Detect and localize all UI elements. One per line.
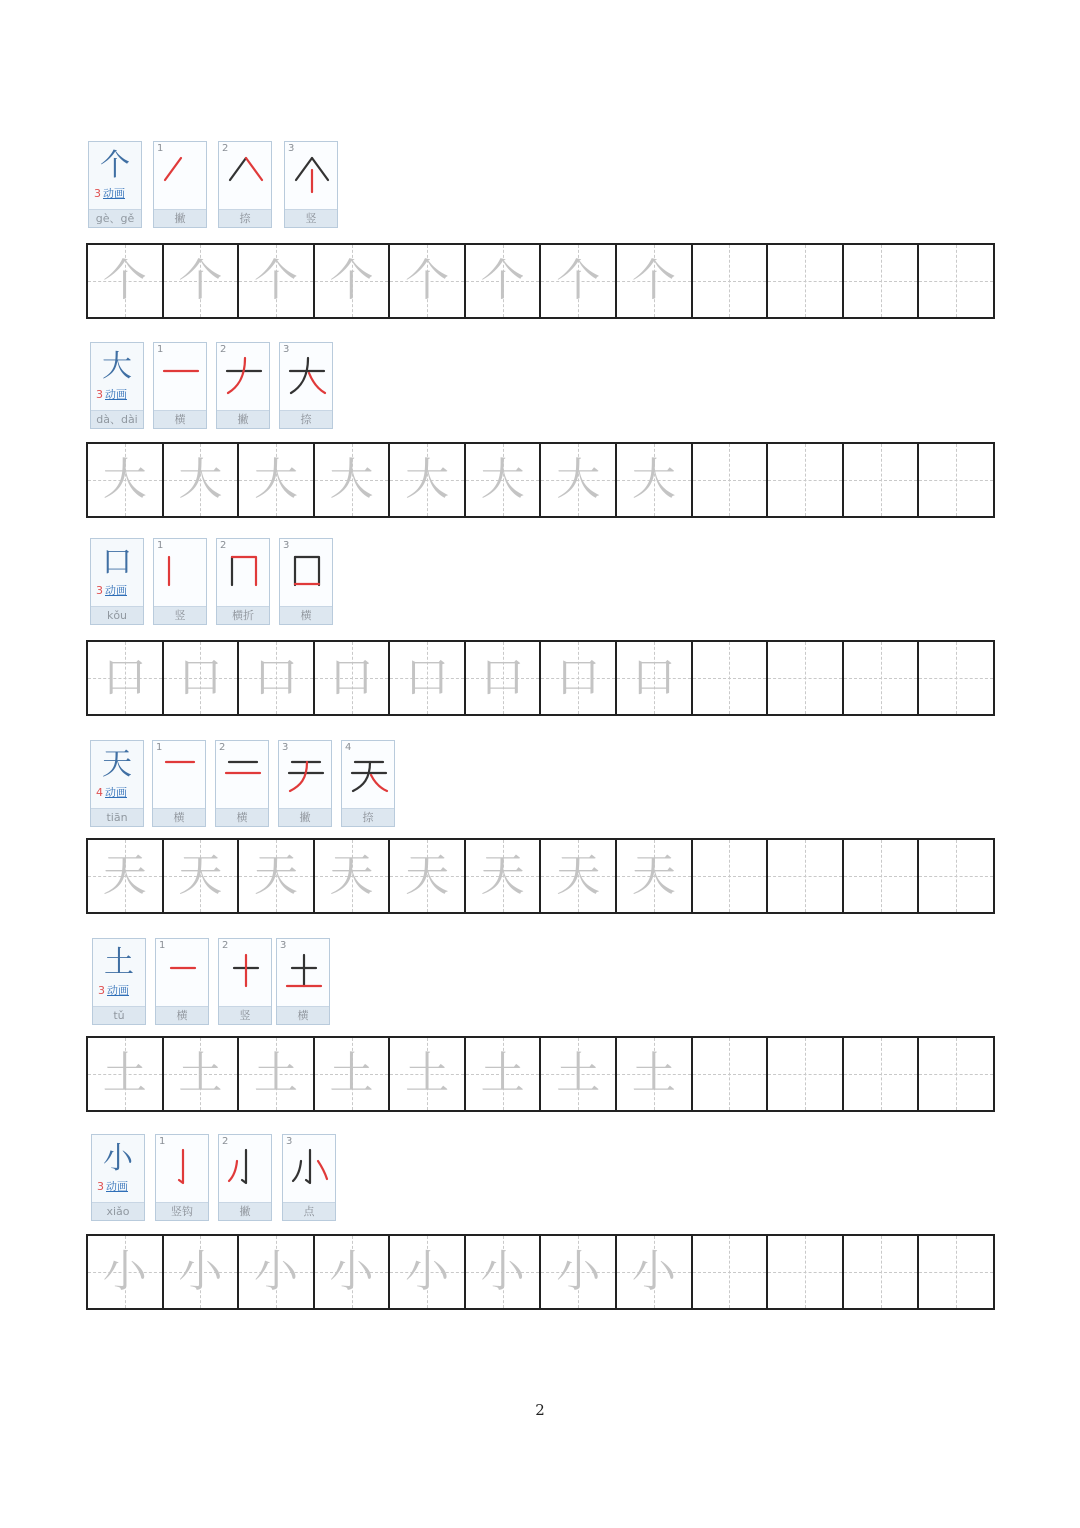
stroke-step-card [216, 538, 270, 625]
stroke-step-number: 3 [286, 1136, 293, 1147]
current-stroke [229, 1161, 237, 1181]
trace-character: 个 [253, 255, 298, 306]
stroke-step-card [284, 141, 338, 228]
empty-practice-cell[interactable] [844, 840, 920, 912]
previous-stroke [291, 358, 308, 393]
trace-character: 个 [556, 255, 601, 306]
trace-character: 个 [178, 255, 223, 306]
pinyin-label: dà、dài [91, 410, 143, 428]
character-card [90, 740, 144, 827]
trace-character: 土 [329, 1048, 374, 1099]
trace-character: 口 [253, 652, 298, 703]
stroke-count: 3 [96, 584, 103, 597]
trace-cell[interactable] [88, 840, 164, 912]
trace-cell[interactable] [390, 444, 466, 516]
trace-character: 大 [102, 454, 147, 505]
stroke-order-diagram [284, 951, 324, 991]
trace-character: 小 [178, 1246, 223, 1297]
practice-grid [86, 243, 995, 319]
previous-stroke [353, 762, 370, 791]
previous-stroke [230, 158, 246, 180]
stroke-step-card [153, 141, 207, 228]
empty-practice-cell[interactable] [919, 1038, 993, 1110]
stroke-name-label: 捺 [342, 808, 394, 826]
pinyin-label: kǒu [91, 606, 143, 624]
practice-grid [86, 640, 995, 716]
trace-cell[interactable] [466, 444, 542, 516]
empty-practice-cell[interactable] [693, 840, 769, 912]
stroke-step-card [278, 740, 332, 827]
trace-character: 小 [405, 1246, 450, 1297]
stroke-step-card [215, 740, 269, 827]
trace-character: 天 [480, 850, 525, 901]
trace-cell[interactable] [239, 444, 315, 516]
character-glyph: 土 [104, 945, 134, 980]
stroke-order-diagram [163, 1147, 203, 1187]
stroke-step-number: 2 [220, 540, 227, 551]
stroke-count: 3 [98, 984, 105, 997]
trace-character: 大 [480, 454, 525, 505]
trace-character: 天 [178, 850, 223, 901]
empty-practice-cell[interactable] [919, 245, 993, 317]
trace-cell[interactable] [239, 245, 315, 317]
trace-cell[interactable] [390, 642, 466, 714]
trace-character: 口 [329, 652, 374, 703]
stroke-step-number: 1 [159, 1136, 166, 1147]
practice-grid [86, 442, 995, 518]
empty-practice-cell[interactable] [693, 1236, 769, 1308]
trace-cell[interactable] [617, 840, 693, 912]
trace-character: 天 [329, 850, 374, 901]
stroke-order-diagram [223, 753, 263, 793]
character-glyph: 天 [102, 747, 132, 782]
trace-character: 个 [405, 255, 450, 306]
trace-character: 天 [253, 850, 298, 901]
stroke-count: 4 [96, 786, 103, 799]
empty-practice-cell[interactable] [768, 642, 844, 714]
stroke-count: 3 [94, 187, 101, 200]
trace-cell[interactable] [541, 1236, 617, 1308]
stroke-name-label: 竖 [219, 1006, 271, 1024]
empty-practice-cell[interactable] [768, 245, 844, 317]
trace-cell[interactable] [315, 642, 391, 714]
stroke-step-card [279, 342, 333, 429]
stroke-step-card [216, 342, 270, 429]
trace-cell[interactable] [390, 245, 466, 317]
empty-practice-cell[interactable] [768, 444, 844, 516]
trace-character: 口 [480, 652, 525, 703]
trace-character: 口 [178, 652, 223, 703]
trace-cell[interactable] [617, 1236, 693, 1308]
current-stroke [232, 557, 256, 585]
trace-character: 口 [556, 652, 601, 703]
stroke-order-diagram [286, 753, 326, 793]
trace-cell[interactable] [390, 1236, 466, 1308]
current-stroke [179, 1150, 183, 1183]
animation-link[interactable]: 动画 [105, 388, 127, 401]
stroke-name-label: 竖 [285, 209, 337, 227]
animation-link[interactable]: 动画 [105, 786, 127, 799]
trace-cell[interactable] [239, 642, 315, 714]
stroke-name-label: 竖钩 [156, 1202, 208, 1220]
empty-practice-cell[interactable] [844, 444, 920, 516]
stroke-step-number: 2 [222, 1136, 229, 1147]
stroke-name-label: 撇 [219, 1202, 271, 1220]
trace-cell[interactable] [164, 245, 240, 317]
trace-character: 小 [329, 1246, 374, 1297]
trace-cell[interactable] [617, 444, 693, 516]
trace-character: 小 [556, 1246, 601, 1297]
trace-character: 个 [480, 255, 525, 306]
trace-cell[interactable] [541, 840, 617, 912]
stroke-step-number: 1 [157, 344, 164, 355]
stroke-step-card [155, 938, 209, 1025]
trace-character: 土 [556, 1048, 601, 1099]
empty-practice-cell[interactable] [844, 245, 920, 317]
current-stroke [228, 358, 245, 393]
animation-link[interactable]: 动画 [107, 984, 129, 997]
current-stroke [246, 158, 262, 180]
page-number: 2 [535, 1401, 545, 1419]
stroke-step-number: 2 [222, 940, 229, 951]
trace-cell[interactable] [315, 245, 391, 317]
trace-cell[interactable] [88, 444, 164, 516]
stroke-order-diagram [287, 551, 327, 591]
trace-cell[interactable] [88, 1236, 164, 1308]
stroke-step-card [152, 740, 206, 827]
trace-character: 大 [178, 454, 223, 505]
empty-practice-cell[interactable] [693, 1038, 769, 1110]
character-card [90, 342, 144, 429]
character-card [91, 1134, 145, 1221]
previous-stroke [296, 158, 312, 180]
stroke-name-label: 撇 [217, 410, 269, 428]
trace-cell[interactable] [541, 642, 617, 714]
current-stroke [309, 373, 325, 393]
stroke-step-number: 4 [345, 742, 352, 753]
trace-character: 大 [556, 454, 601, 505]
trace-character: 土 [253, 1048, 298, 1099]
trace-character: 土 [178, 1048, 223, 1099]
trace-cell[interactable] [164, 840, 240, 912]
trace-cell[interactable] [239, 1038, 315, 1110]
animation-link[interactable]: 动画 [106, 1180, 128, 1193]
trace-cell[interactable] [315, 840, 391, 912]
previous-stroke [293, 1161, 301, 1181]
stroke-order-diagram [163, 951, 203, 991]
character-card [88, 141, 142, 228]
stroke-step-number: 3 [283, 344, 290, 355]
stroke-step-number: 3 [282, 742, 289, 753]
trace-character: 土 [102, 1048, 147, 1099]
stroke-order-diagram [226, 951, 266, 991]
stroke-name-label: 点 [283, 1202, 335, 1220]
stroke-step-card [341, 740, 395, 827]
trace-character: 天 [405, 850, 450, 901]
trace-cell[interactable] [466, 840, 542, 912]
trace-character: 天 [102, 850, 147, 901]
stroke-order-diagram [224, 551, 264, 591]
practice-grid [86, 1234, 995, 1310]
trace-character: 大 [405, 454, 450, 505]
character-card [92, 938, 146, 1025]
pinyin-label: xiǎo [92, 1202, 144, 1220]
trace-cell[interactable] [466, 1236, 542, 1308]
empty-practice-cell[interactable] [768, 1236, 844, 1308]
stroke-name-label: 竖 [154, 606, 206, 624]
trace-character: 天 [631, 850, 676, 901]
trace-character: 口 [631, 652, 676, 703]
trace-character: 大 [329, 454, 374, 505]
pinyin-label: gè、gě [89, 209, 141, 227]
previous-stroke [306, 1150, 310, 1183]
trace-cell[interactable] [88, 1038, 164, 1110]
stroke-order-diagram [224, 355, 264, 395]
practice-grid [86, 1036, 995, 1112]
trace-character: 口 [405, 652, 450, 703]
empty-practice-cell[interactable] [919, 1236, 993, 1308]
trace-cell[interactable] [541, 245, 617, 317]
stroke-step-number: 3 [288, 143, 295, 154]
trace-character: 个 [631, 255, 676, 306]
stroke-step-number: 2 [222, 143, 229, 154]
trace-cell[interactable] [88, 642, 164, 714]
empty-practice-cell[interactable] [919, 642, 993, 714]
stroke-step-number: 1 [159, 940, 166, 951]
trace-cell[interactable] [541, 444, 617, 516]
trace-cell[interactable] [466, 245, 542, 317]
trace-character: 口 [102, 652, 147, 703]
trace-cell[interactable] [617, 245, 693, 317]
trace-character: 土 [405, 1048, 450, 1099]
trace-cell[interactable] [390, 1038, 466, 1110]
trace-cell[interactable] [466, 1038, 542, 1110]
trace-character: 小 [480, 1246, 525, 1297]
character-glyph: 大 [102, 349, 132, 384]
stroke-order-diagram [161, 154, 201, 194]
trace-cell[interactable] [390, 840, 466, 912]
stroke-name-label: 横折 [217, 606, 269, 624]
stroke-step-card [279, 538, 333, 625]
trace-character: 大 [253, 454, 298, 505]
stroke-name-label: 横 [154, 410, 206, 428]
character-glyph: 口 [102, 545, 132, 580]
trace-character: 天 [556, 850, 601, 901]
trace-character: 个 [329, 255, 374, 306]
stroke-order-diagram [161, 551, 201, 591]
stroke-name-label: 横 [277, 1006, 329, 1024]
empty-practice-cell[interactable] [919, 840, 993, 912]
empty-practice-cell[interactable] [768, 840, 844, 912]
trace-cell[interactable] [617, 642, 693, 714]
stroke-order-diagram [287, 355, 327, 395]
stroke-order-diagram [160, 753, 200, 793]
trace-character: 大 [631, 454, 676, 505]
stroke-order-diagram [161, 355, 201, 395]
character-glyph: 个 [100, 148, 130, 183]
stroke-step-number: 3 [280, 940, 287, 951]
stroke-order-diagram [349, 753, 389, 793]
trace-character: 小 [631, 1246, 676, 1297]
stroke-step-number: 3 [283, 540, 290, 551]
stroke-count: 3 [96, 388, 103, 401]
previous-stroke [312, 158, 328, 180]
trace-cell[interactable] [541, 1038, 617, 1110]
character-glyph: 小 [103, 1141, 133, 1176]
trace-cell[interactable] [239, 1236, 315, 1308]
trace-cell[interactable] [315, 1038, 391, 1110]
empty-practice-cell[interactable] [768, 1038, 844, 1110]
empty-practice-cell[interactable] [844, 642, 920, 714]
animation-link[interactable]: 动画 [105, 584, 127, 597]
empty-practice-cell[interactable] [693, 444, 769, 516]
stroke-order-diagram [226, 154, 266, 194]
stroke-step-card [218, 141, 272, 228]
stroke-name-label: 横 [216, 808, 268, 826]
stroke-step-number: 2 [219, 742, 226, 753]
stroke-name-label: 横 [280, 606, 332, 624]
stroke-name-label: 横 [156, 1006, 208, 1024]
empty-practice-cell[interactable] [844, 1236, 920, 1308]
stroke-step-card [276, 938, 330, 1025]
character-card [90, 538, 144, 625]
animation-link[interactable]: 动画 [103, 187, 125, 200]
stroke-step-card [218, 1134, 272, 1221]
practice-grid [86, 838, 995, 914]
trace-character: 土 [480, 1048, 525, 1099]
trace-cell[interactable] [466, 642, 542, 714]
trace-cell[interactable] [164, 1038, 240, 1110]
stroke-name-label: 捺 [219, 209, 271, 227]
stroke-step-number: 1 [157, 143, 164, 154]
current-stroke [371, 775, 387, 791]
trace-character: 小 [102, 1246, 147, 1297]
stroke-step-card [153, 342, 207, 429]
empty-practice-cell[interactable] [844, 1038, 920, 1110]
stroke-step-card [153, 538, 207, 625]
stroke-order-diagram [292, 154, 332, 194]
previous-stroke [242, 1150, 246, 1183]
trace-cell[interactable] [164, 642, 240, 714]
stroke-name-label: 撇 [154, 209, 206, 227]
stroke-order-diagram [290, 1147, 330, 1187]
pinyin-label: tǔ [93, 1006, 145, 1024]
trace-cell[interactable] [164, 444, 240, 516]
current-stroke [318, 1161, 327, 1179]
stroke-name-label: 横 [153, 808, 205, 826]
empty-practice-cell[interactable] [693, 642, 769, 714]
stroke-step-number: 2 [220, 344, 227, 355]
stroke-count: 3 [97, 1180, 104, 1193]
empty-practice-cell[interactable] [919, 444, 993, 516]
trace-cell[interactable] [164, 1236, 240, 1308]
trace-character: 个 [102, 255, 147, 306]
trace-cell[interactable] [239, 840, 315, 912]
stroke-step-card [282, 1134, 336, 1221]
current-stroke [290, 762, 307, 791]
trace-cell[interactable] [315, 1236, 391, 1308]
trace-character: 土 [631, 1048, 676, 1099]
current-stroke [165, 158, 181, 180]
stroke-step-card [155, 1134, 209, 1221]
stroke-step-number: 1 [156, 742, 163, 753]
trace-character: 小 [253, 1246, 298, 1297]
previous-stroke [295, 557, 319, 585]
empty-practice-cell[interactable] [693, 245, 769, 317]
stroke-step-card [218, 938, 272, 1025]
stroke-order-diagram [226, 1147, 266, 1187]
pinyin-label: tiān [91, 808, 143, 826]
stroke-step-number: 1 [157, 540, 164, 551]
stroke-name-label: 捺 [280, 410, 332, 428]
trace-cell[interactable] [88, 245, 164, 317]
trace-cell[interactable] [315, 444, 391, 516]
trace-cell[interactable] [617, 1038, 693, 1110]
stroke-name-label: 撇 [279, 808, 331, 826]
